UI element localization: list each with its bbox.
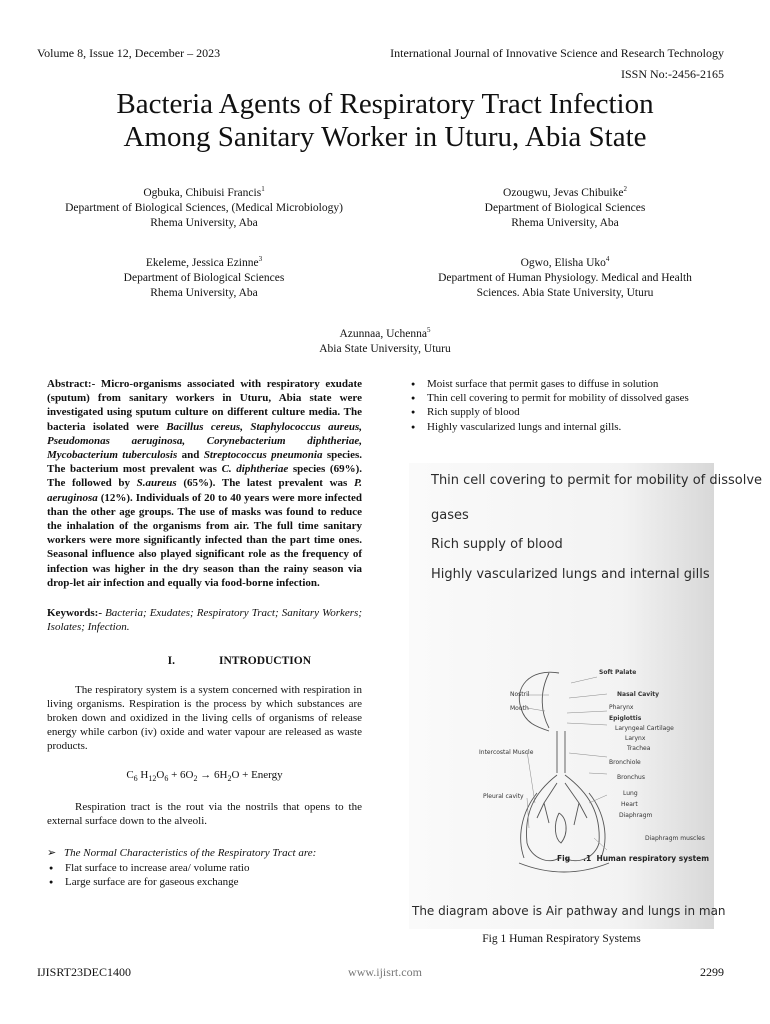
respiration-equation <box>47 768 362 786</box>
eq-sub: 12 <box>148 773 157 783</box>
paper-title <box>0 88 770 154</box>
title-line-2: Among Sanitary Worker in Uturu, Abia State <box>123 121 647 153</box>
handwritten-line: gases <box>431 508 469 523</box>
diagram-label: Nasal Cavity <box>617 691 660 698</box>
author-sup: 3 <box>258 255 263 263</box>
characteristics-list-left <box>47 861 362 889</box>
author-affiliation: Department of Biological Sciences, (Medical Microbiology) <box>65 201 343 214</box>
list-item: ● Thin cell covering to permit for mobility of dissolved gases <box>409 391 723 405</box>
author-sup: 4 <box>605 255 610 263</box>
list-item: ● Flat surface to increase area/ volume ratio <box>47 861 362 875</box>
left-column <box>47 377 362 889</box>
diagram-label: Heart <box>621 801 638 808</box>
author-sup: 2 <box>623 185 627 193</box>
author-sup: 1 <box>261 185 265 193</box>
keywords-label: Keywords:- <box>47 607 102 620</box>
author-name: Ozougwu, Jevas Chibuike <box>503 186 624 199</box>
author-affiliation: Department of Human Physiology. Medical and Health <box>438 271 692 284</box>
diagram-label: Nostril <box>510 691 530 698</box>
respiratory-system-diagram <box>409 653 714 883</box>
eq-sub: 2 <box>227 773 232 783</box>
journal-website: www.ijisrt.com <box>348 965 422 979</box>
arrow-bullet-icon: ➢ <box>47 847 57 860</box>
issn: ISSN No:-2456-2165 <box>620 67 724 81</box>
journal-name: International Journal of Innovative Science and Research Technology <box>390 46 724 60</box>
list-item: ● Large surface are for gaseous exchange <box>47 875 362 889</box>
eq-arrow: → 6H <box>200 768 228 781</box>
author-name: Ogwo, Elisha Uko <box>520 256 606 269</box>
author-affiliation: Rhema University, Aba <box>150 286 258 299</box>
journal-volume: Volume 8, Issue 12, December – 2023 <box>37 46 221 60</box>
author-name: Azunnaa, Uchenna <box>339 327 427 340</box>
diagram-label: Diaphragm muscles <box>645 835 705 842</box>
right-column <box>409 377 723 434</box>
eq-sub: 6 <box>133 773 138 783</box>
diagram-label: Bronchus <box>617 774 645 781</box>
list-item: ● Rich supply of blood <box>409 405 723 419</box>
diagram-label: Epiglottis <box>609 715 642 722</box>
characteristics-heading-text: The Normal Characteristics of the Respiratory Tract are: <box>64 847 317 860</box>
abstract-label: Abstract:- <box>47 378 96 390</box>
title-line-1: Bacteria Agents of Respiratory Tract Infection <box>116 88 654 120</box>
eq-carbon: C <box>126 768 134 781</box>
eq-mid: + 6O <box>171 768 194 781</box>
list-item: ● Highly vascularized lungs and internal gills. <box>409 420 723 434</box>
inner-caption-number: 1 <box>585 854 592 863</box>
diagram-label: Bronchiole <box>609 759 641 766</box>
inner-caption-fig: Fig <box>557 854 571 863</box>
author-affiliation: Abia State University, Uturu <box>319 342 451 355</box>
abstract-species: P. aeruginosa <box>47 477 363 504</box>
author-affiliation: Rhema University, Aba <box>150 216 258 229</box>
eq-sub: 2 <box>193 773 198 783</box>
page-number: 2299 <box>700 965 724 979</box>
handwritten-line: Rich supply of blood <box>431 537 563 552</box>
abstract-text: species (69%). The followed by <box>47 463 363 490</box>
author-4 <box>398 252 732 301</box>
author-2 <box>398 182 732 231</box>
abstract-text: species. The bacterium most prevalent was <box>47 449 363 476</box>
author-affiliation: Department of Biological Sciences <box>484 201 646 214</box>
author-name: Ekeleme, Jessica Ezinne <box>145 256 259 269</box>
keywords <box>47 606 362 634</box>
keywords-text: Bacteria; Exudates; Respiratory Tract; Sanitary Workers; Isolates; Infection. <box>47 607 362 634</box>
section-number: I. <box>167 655 175 668</box>
author-sup: 5 <box>427 326 431 334</box>
eq-sub: 6 <box>164 773 169 783</box>
eq-oxygen: O <box>156 768 165 781</box>
diagram-label: Diaphragm <box>619 812 653 819</box>
abstract-species: Bacillus cereus, Staphylococcus aureus, Pseudomonas aeruginosa, Corynebacterium diphtheriae, Mycobacterium tuberculosis <box>47 420 362 462</box>
author-3 <box>37 252 371 301</box>
figure-1-photo <box>409 463 763 929</box>
handwritten-line: The diagram above is Air pathway and lungs in man <box>412 904 726 918</box>
inner-figure-caption: Fig .1 Human respiratory system <box>557 854 710 863</box>
section-title: INTRODUCTION <box>219 655 312 668</box>
diagram-label: Pleural cavity <box>483 793 524 800</box>
diagram-label: Larynx <box>625 735 646 742</box>
abstract-text: and <box>181 449 200 462</box>
characteristics-list-right <box>409 377 723 434</box>
abstract <box>47 377 362 590</box>
list-item: ● Moist surface that permit gases to diffuse in solution <box>409 377 723 391</box>
handwritten-line: Thin cell covering to permit for mobility of dissolve <box>431 473 763 488</box>
author-affiliation: Sciences. Abia State University, Uturu <box>476 286 654 299</box>
characteristics-heading <box>47 846 362 860</box>
diagram-label: Mouth <box>510 705 529 712</box>
handwritten-line: Highly vascularized lungs and internal gills <box>431 567 710 582</box>
author-5 <box>0 323 770 357</box>
diagram-label: Pharynx <box>609 704 634 711</box>
author-1 <box>37 182 371 231</box>
section-heading <box>47 654 362 668</box>
diagram-label: Laryngeal Cartilage <box>615 725 674 732</box>
abstract-text: (12%). Individuals of 20 to 40 years were more infected than the other age groups. The use of masks was found to reduce the inhalation of the organisms from air. The full time sanitary workers were more significantly infected than the part time ones. Seasonal influence also played significant role as the frequency of infection was higher in the dry season than the rainy season via drop-let air infection and equally via food-borne infection. <box>47 491 363 589</box>
author-name: Ogbuka, Chibuisi Francis <box>143 186 262 199</box>
author-affiliation: Rhema University, Aba <box>511 216 619 229</box>
abstract-text: Micro-organisms associated with respiratory exudate (sputum) from sanitary workers in Uturu, Abia state were investigated using sputum culture on different culture media. The bacteria isolated were <box>47 378 363 433</box>
figure-caption: Fig 1 Human Respiratory Systems <box>482 933 641 945</box>
inner-caption-text: Human respiratory system <box>596 854 710 863</box>
eq-end: O + Energy <box>231 768 283 781</box>
abstract-species: S.aureus <box>136 477 177 490</box>
abstract-species: Streptococcus pneumonia <box>203 449 323 462</box>
diagram-label: Trachea <box>627 745 651 752</box>
abstract-species: C. diphtheriae <box>221 463 289 476</box>
diagram-label: Intercostal Muscle <box>479 749 534 756</box>
abstract-text: (65%). The latest prevalent was <box>183 477 348 490</box>
author-affiliation: Department of Biological Sciences <box>123 271 285 284</box>
eq-hydrogen: H <box>140 768 149 781</box>
article-id: IJISRT23DEC1400 <box>37 965 131 979</box>
intro-paragraph-1: The respiratory system is a system concerned with respiration in living organisms. Respiration is the process by which substances are broken down and oxidized in the living cells of organisms of release energy while carbon (iv) oxide and water vapour are released as waste products. <box>47 683 362 753</box>
diagram-label: Soft Palate <box>599 669 637 676</box>
intro-paragraph-2: Respiration tract is the rout via the nostrils that opens to the external surface down to the alveoli. <box>47 801 362 828</box>
diagram-label: Lung <box>623 790 638 797</box>
